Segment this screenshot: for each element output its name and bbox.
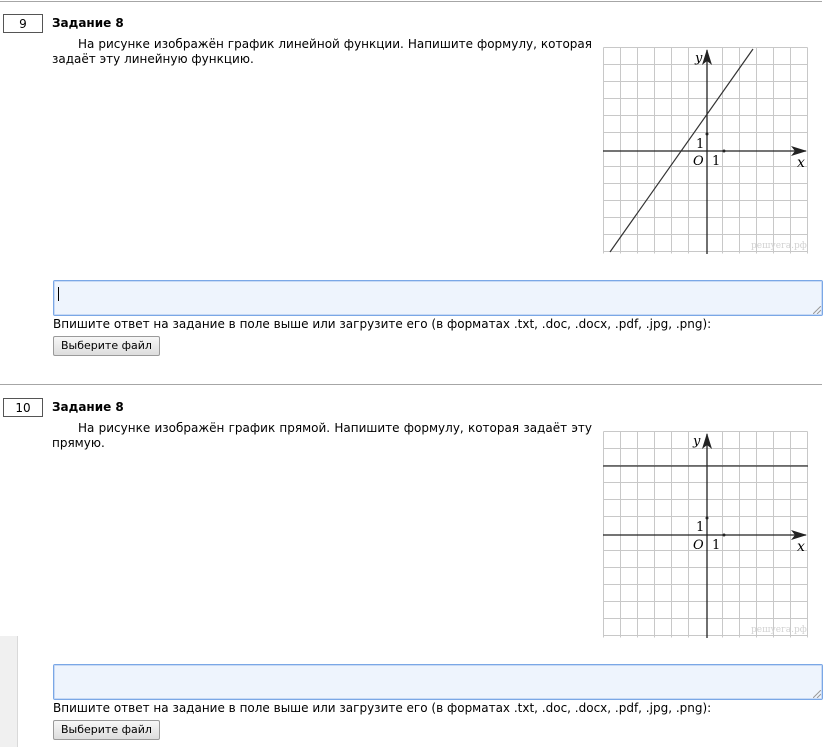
task-statement: На рисунке изображён график линейной функции. Напишите формулу, которая задаёт эту линейную функцию. <box>52 37 592 66</box>
task-title: Задание 8 <box>52 16 124 30</box>
task-statement: На рисунке изображён график прямой. Напишите формулу, которая задаёт эту прямую. <box>52 421 592 450</box>
text-caret <box>58 287 59 301</box>
choose-file-button[interactable]: Выберите файл <box>53 336 160 356</box>
answer-input[interactable] <box>53 280 823 316</box>
resize-handle-icon[interactable] <box>813 690 821 698</box>
y-axis-label: y <box>695 51 703 66</box>
y-axis-label: y <box>693 434 701 449</box>
origin-label: O <box>693 538 704 553</box>
origin-label: O <box>693 154 704 169</box>
upload-hint: Впишите ответ на задание в поле выше или загрузите его (в форматах .txt, .doc, .docx, .pdf, .jpg, .png): <box>53 701 712 715</box>
resize-handle-icon[interactable] <box>813 306 821 314</box>
answer-input[interactable] <box>53 664 823 700</box>
task-number: 10 <box>3 398 43 417</box>
x-axis-label: x <box>797 539 805 555</box>
y-unit-label: 1 <box>696 520 705 535</box>
graph-straight-line <box>603 431 809 639</box>
task-title: Задание 8 <box>52 400 124 414</box>
x-unit-label: 1 <box>712 154 721 169</box>
upload-hint: Впишите ответ на задание в поле выше или загрузите его (в форматах .txt, .doc, .docx, .pdf, .jpg, .png): <box>53 317 712 331</box>
choose-file-button[interactable]: Выберите файл <box>53 720 160 740</box>
watermark: решуега.рф <box>751 625 807 635</box>
watermark: решуега.рф <box>751 241 807 251</box>
y-unit-label: 1 <box>696 137 705 152</box>
side-panel-edge <box>0 636 18 747</box>
separator <box>0 1 822 2</box>
graph-linear-function <box>603 47 809 255</box>
x-axis-label: x <box>797 155 805 171</box>
x-unit-label: 1 <box>712 538 721 553</box>
separator <box>0 384 822 385</box>
task-number: 9 <box>3 14 43 33</box>
